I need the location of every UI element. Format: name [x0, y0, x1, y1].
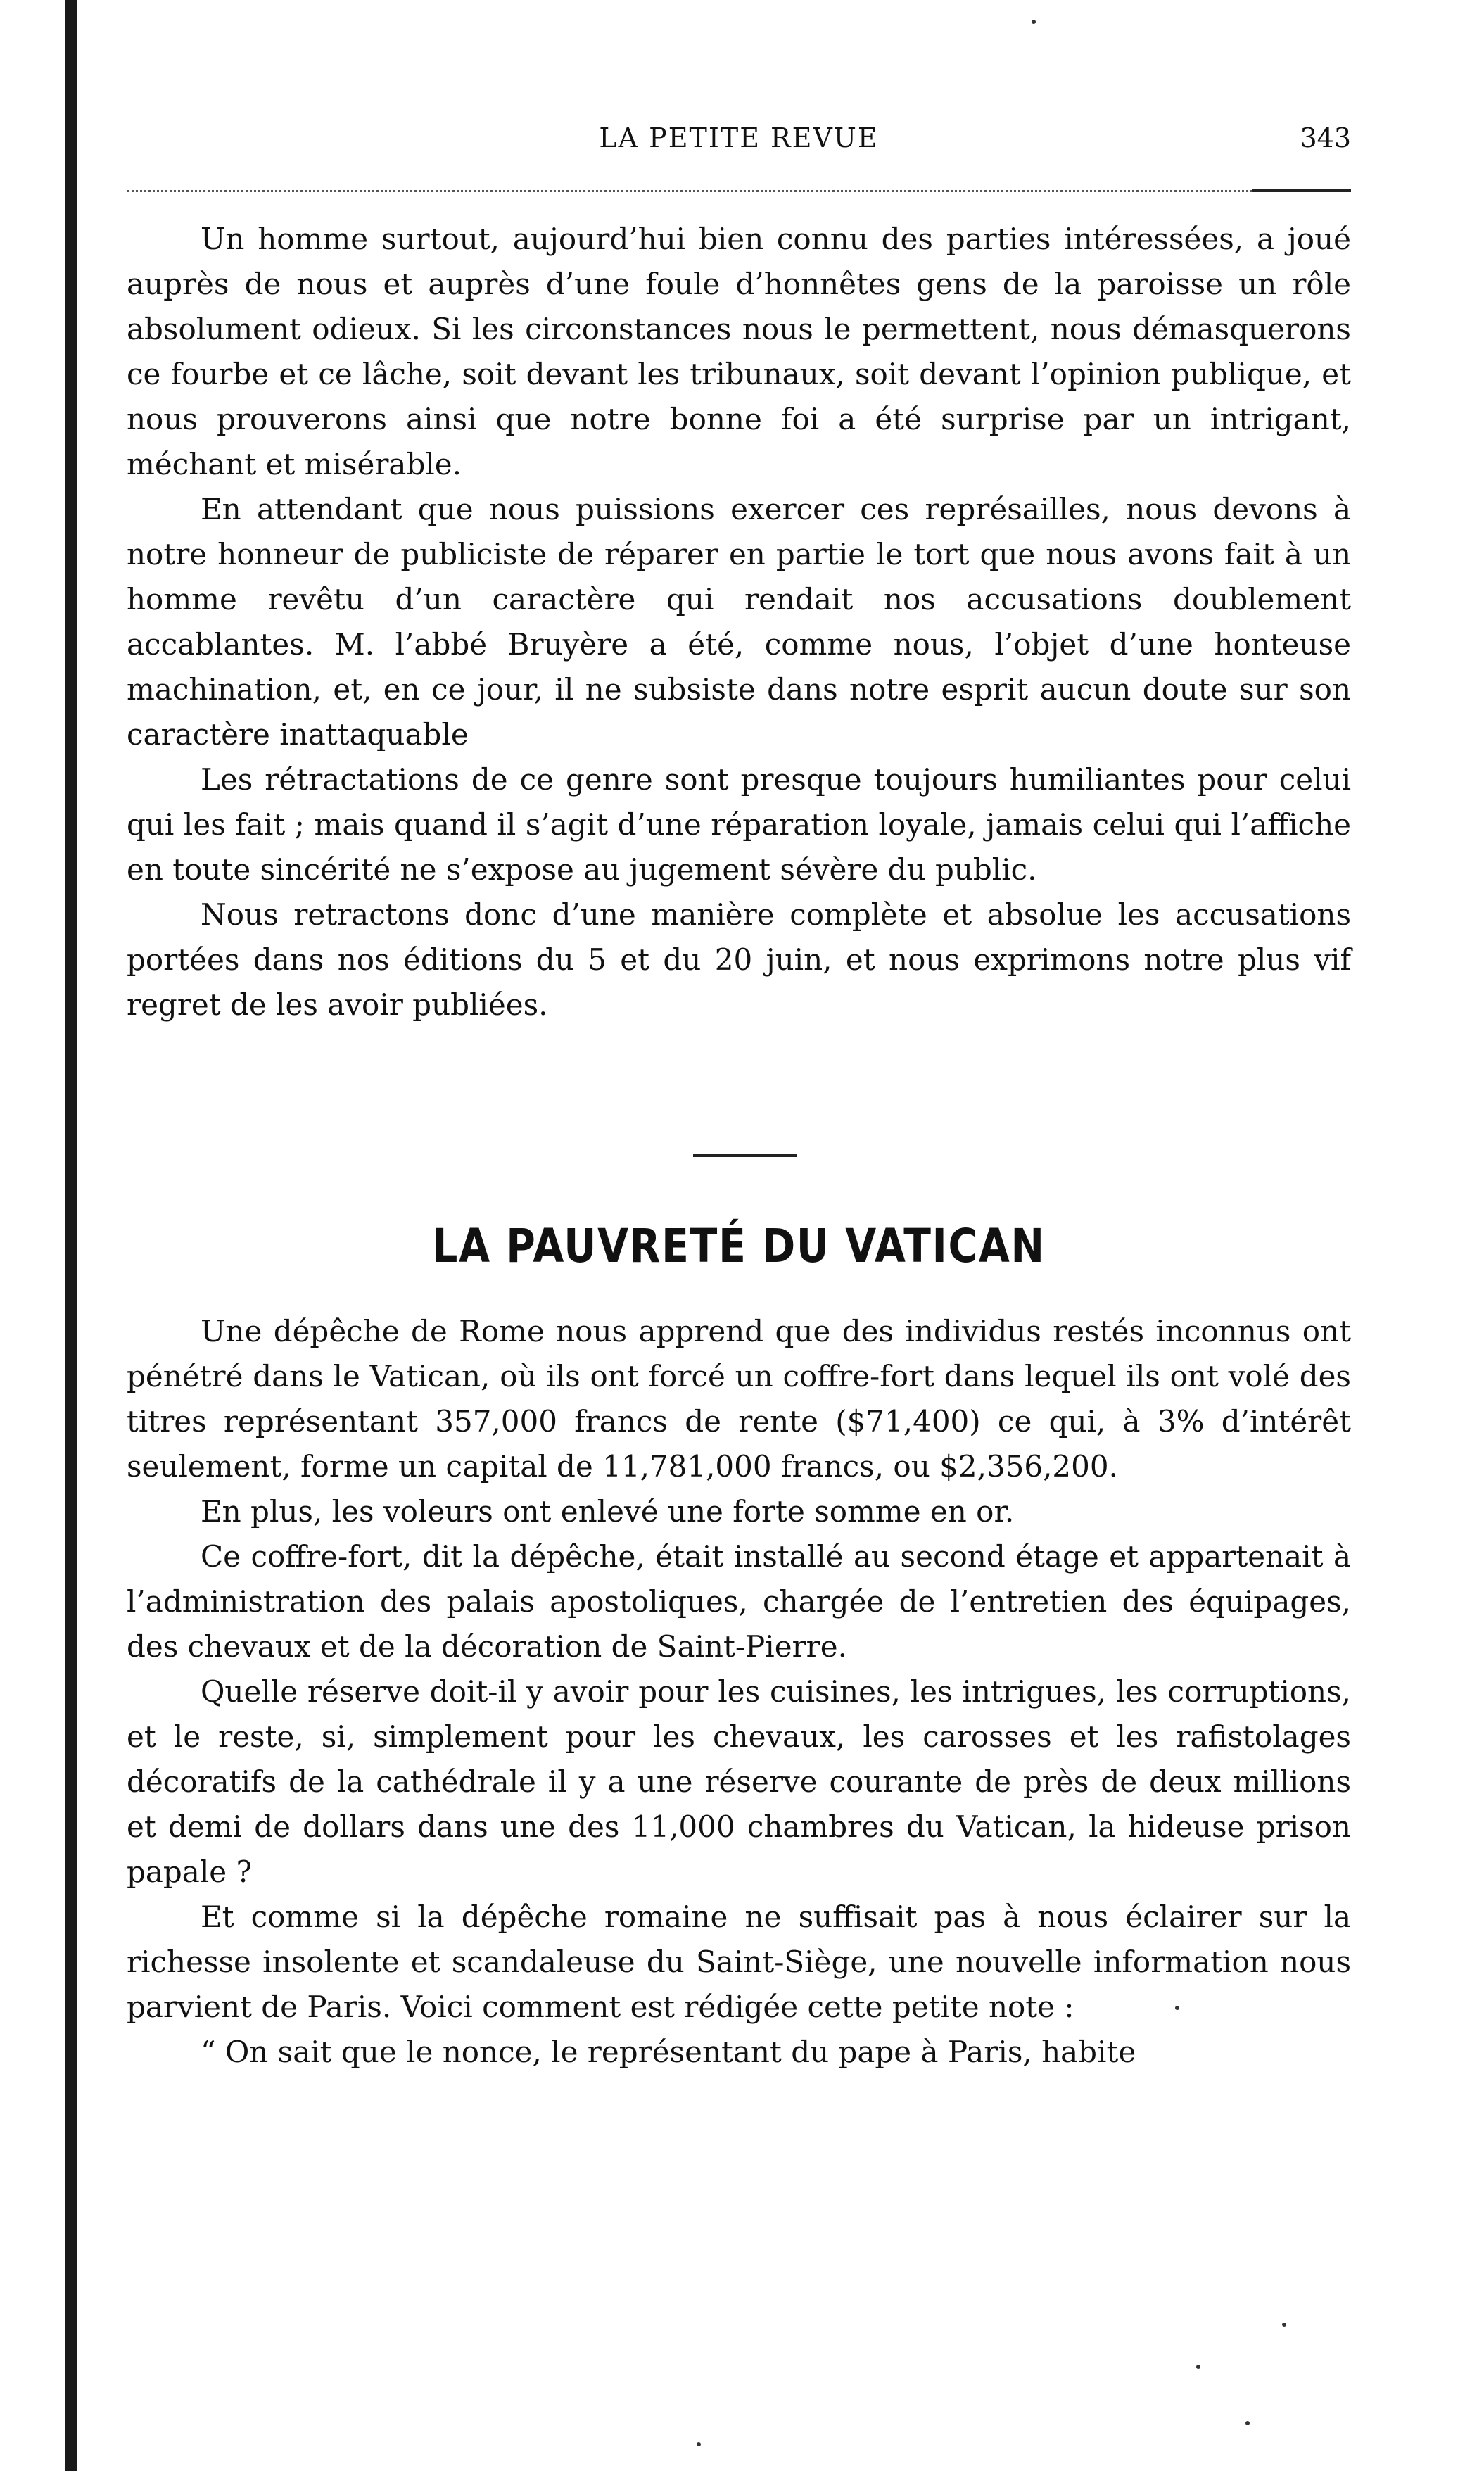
print-speck [1032, 20, 1036, 24]
page-number: 343 [1300, 122, 1351, 153]
page-header [127, 118, 1351, 175]
print-speck [1282, 2323, 1286, 2327]
paragraph: Quelle réserve doit-il y avoir pour les cuisines, les intrigues, les corruptions, et le reste, si, simplement pour les chevaux, les carosses et les rafistolages décoratifs de la cathédrale il y a une réserve courante de près de deux millions et demi de dollars dans une des 11,000 chambres du Vatican, la hideuse prison papale ? [127, 1674, 1351, 1889]
article-text [127, 1309, 1351, 2075]
print-speck [1175, 2006, 1179, 2010]
paragraph: Nous retractons donc d’une manière complète et absolue les accusations portées dans nos éditions du 5 et du 20 juin, et nous exprimons notre plus vif regret de les avoir publiées. [127, 897, 1351, 1022]
print-speck [1245, 2421, 1250, 2425]
article-title: LA PAUVRETÉ DU VATICAN [432, 1219, 1046, 1273]
paragraph: Les rétractations de ce genre sont presque toujours humiliantes pour celui qui les fait ; mais quand il s’agit d’une réparation loyale, jamais celui qui l’affiche en toute sincérité ne s’expose au jugement sévère du public. [127, 762, 1351, 887]
binding-edge-rule [65, 0, 77, 2471]
paragraph: En attendant que nous puissions exercer ces représailles, nous devons à notre honneur de publiciste de réparer en partie le tort que nous avons fait à un homme revêtu d’un caractère qui rendait nos accusations doublement accablantes. M. l’abbé Bruyère a été, comme nous, l’objet d’une honteuse machination, et, en ce jour, il ne subsiste dans notre esprit aucun doute sur son caractère inattaquable [127, 492, 1351, 752]
running-title: LA PETITE REVUE [599, 122, 879, 153]
paragraph: “ On sait que le nonce, le représentant du pape à Paris, habite [201, 2035, 1136, 2069]
retraction-text [127, 217, 1351, 1028]
header-rule [127, 190, 1351, 192]
print-speck [1196, 2365, 1200, 2369]
paragraph: Un homme surtout, aujourd’hui bien connu des parties intéressées, a joué auprès de nous et auprès d’une foule d’honnêtes gens de la paroisse un rôle absolument odieux. Si les circonstances nous le permettent, nous démasquerons ce fourbe et ce lâche, soit devant les tribunaux, soit devant l’opinion publique, et nous prouverons ainsi que notre bonne foi a été surprise par un intrigant, méchant et misérable. [127, 222, 1351, 481]
section-divider [693, 1154, 797, 1157]
paragraph: Et comme si la dépêche romaine ne suffisait pas à nous éclairer sur la richesse insolente et scandaleuse du Saint-Siège, une nouvelle information nous parvient de Paris. Voici comment est rédigée cette petite note : [127, 1900, 1351, 2024]
print-speck [697, 2442, 701, 2446]
paragraph: Ce coffre-fort, dit la dépêche, était installé au second étage et appartenait à l’administration des palais apostoliques, chargée de l’entretien des équipages, des chevaux et de la décoration de Saint-Pierre. [127, 1539, 1351, 1664]
paragraph: En plus, les voleurs ont enlevé une forte somme en or. [201, 1494, 1015, 1529]
paragraph: Une dépêche de Rome nous apprend que des individus restés inconnus ont pénétré dans le Vatican, où ils ont forcé un coffre-fort dans lequel ils ont volé des titres représentant 357,000 francs de rente ($71,400) ce qui, à 3% d’intérêt seulement, forme un capital de 11,781,000 francs, ou $2,356,200. [127, 1314, 1351, 1484]
header-rule-end [1252, 189, 1351, 192]
